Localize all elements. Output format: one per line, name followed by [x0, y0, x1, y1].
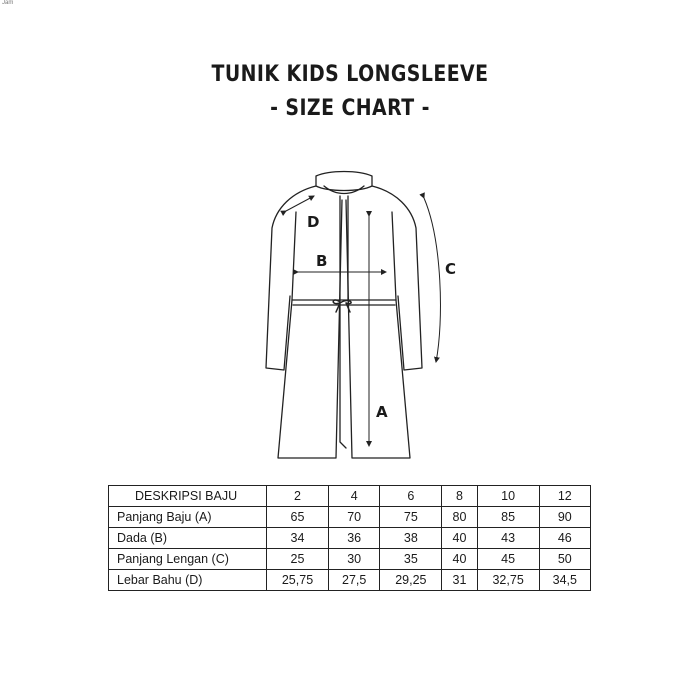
- table-cell: 25,75: [267, 570, 329, 591]
- sleeve-arrow-c: [424, 198, 440, 362]
- table-cell: 45: [477, 549, 539, 570]
- right-sleeve-outline: [372, 186, 422, 370]
- table-cell: 90: [539, 507, 590, 528]
- table-cell: 80: [442, 507, 477, 528]
- table-row: [109, 570, 591, 591]
- corner-mark: Jam: [2, 0, 14, 6]
- table-row: [109, 507, 591, 528]
- header-cell-size: 10: [477, 486, 539, 507]
- header-cell-size: 8: [442, 486, 477, 507]
- table-cell: 31: [442, 570, 477, 591]
- row-label: Panjang Lengan (C): [109, 549, 267, 570]
- neckline: [324, 186, 364, 194]
- table-header-row: [109, 486, 591, 507]
- table-row: [109, 528, 591, 549]
- table-cell: 50: [539, 549, 590, 570]
- header-cell-size: 4: [329, 486, 380, 507]
- row-label: Dada (B): [109, 528, 267, 549]
- size-chart-table: [108, 485, 591, 591]
- table-cell: 30: [329, 549, 380, 570]
- label-c: C: [445, 260, 457, 278]
- table-cell: 65: [267, 507, 329, 528]
- collar-outline: [316, 172, 372, 191]
- table-cell: 32,75: [477, 570, 539, 591]
- page-title: TUNIK KIDS LONGSLEEVE: [211, 62, 489, 87]
- table-cell: 29,25: [380, 570, 442, 591]
- row-label: Panjang Baju (A): [109, 507, 267, 528]
- table-row: [109, 549, 591, 570]
- table-cell: 36: [329, 528, 380, 549]
- table-cell: 85: [477, 507, 539, 528]
- label-b: B: [316, 252, 328, 270]
- label-a: A: [376, 403, 388, 421]
- table-cell: 27,5: [329, 570, 380, 591]
- table-cell: 75: [380, 507, 442, 528]
- table-cell: 70: [329, 507, 380, 528]
- table-cell: 35: [380, 549, 442, 570]
- table-cell: 43: [477, 528, 539, 549]
- table-cell: 46: [539, 528, 590, 549]
- table-cell: 25: [267, 549, 329, 570]
- table-cell: 38: [380, 528, 442, 549]
- row-label: Lebar Bahu (D): [109, 570, 267, 591]
- header-cell-size: 12: [539, 486, 590, 507]
- label-d: D: [307, 213, 320, 231]
- table-cell: 40: [442, 528, 477, 549]
- header-cell-description: DESKRIPSI BAJU: [109, 486, 267, 507]
- header-cell-size: 2: [267, 486, 329, 507]
- table-cell: 40: [442, 549, 477, 570]
- header-cell-size: 6: [380, 486, 442, 507]
- table-cell: 34,5: [539, 570, 590, 591]
- page-subtitle: - SIZE CHART -: [270, 96, 430, 121]
- table-cell: 34: [267, 528, 329, 549]
